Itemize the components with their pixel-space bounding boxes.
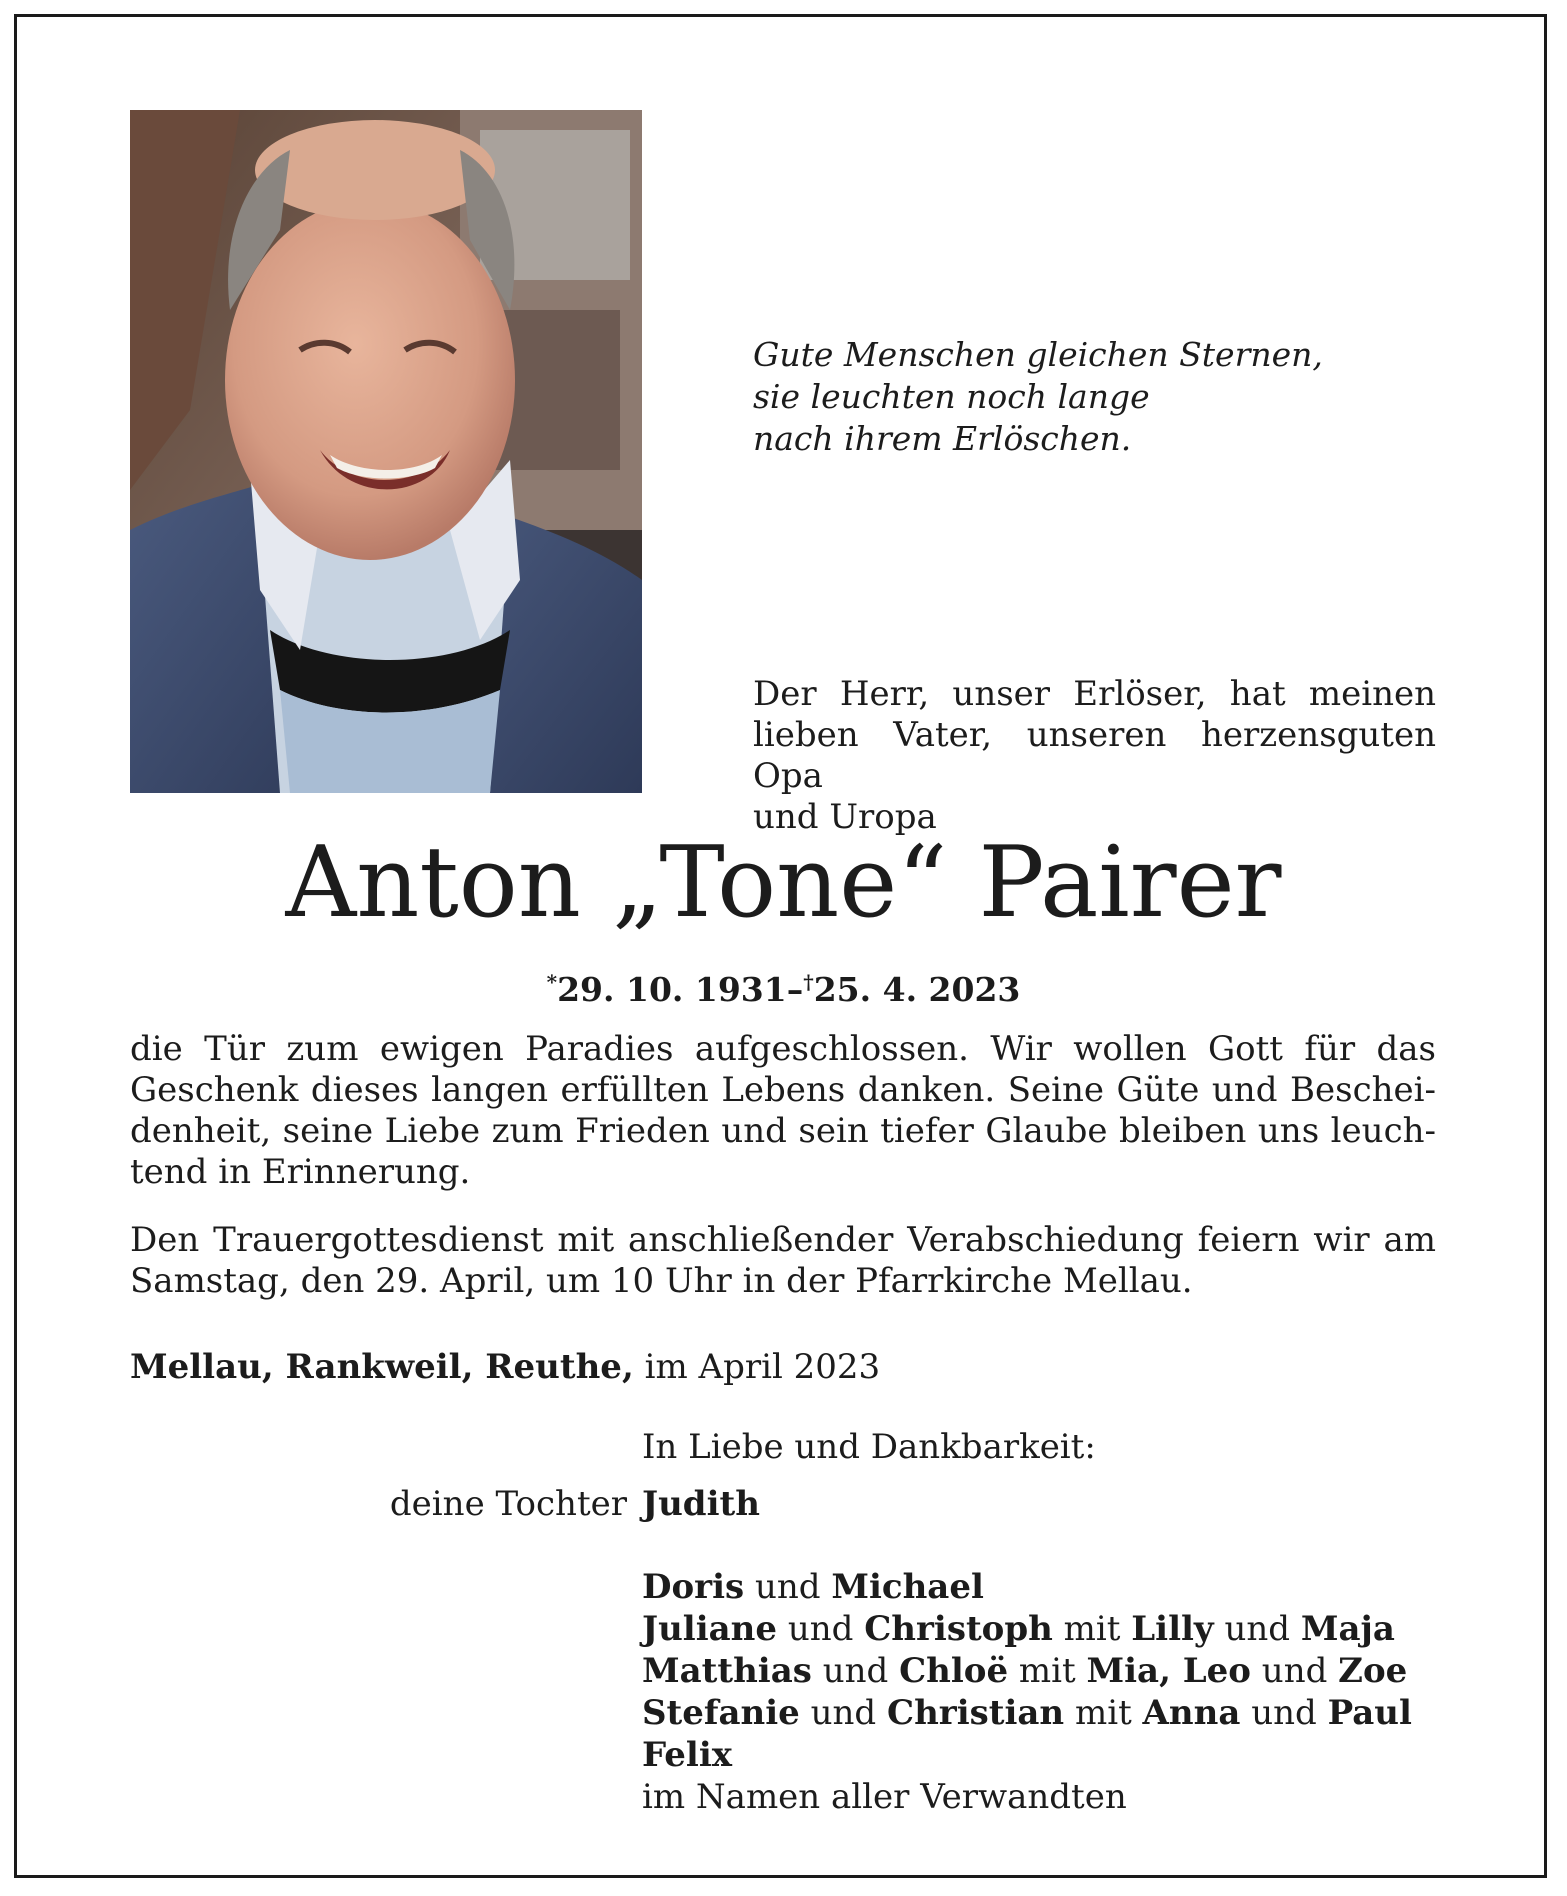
family-list	[642, 1567, 1412, 1819]
body-paragraph-2	[130, 1220, 1436, 1302]
family-line	[642, 1609, 1412, 1651]
birth-date: 29. 10. 1931	[557, 970, 787, 1009]
family-name: Chloë	[899, 1651, 1009, 1691]
family-connector: und	[799, 1693, 888, 1733]
family-name: Zoe	[1338, 1651, 1408, 1691]
body-line: die Tür zum ewigen Paradies aufgeschlossen. Wir wollen Gott für das	[130, 1029, 1436, 1069]
family-name: Christian	[887, 1693, 1065, 1733]
quote-line: nach ihrem Erlöschen.	[753, 419, 1132, 458]
body-line: Samstag, den 29. April, um 10 Uhr in der Pfarrkirche Mellau.	[130, 1261, 1193, 1301]
family-connector: und	[777, 1609, 865, 1649]
family-name: Matthias	[642, 1651, 812, 1691]
family-connector: im Namen aller Verwandten	[642, 1777, 1127, 1817]
intro-line: lieben Vater, unseren herzensguten Opa	[753, 715, 1436, 796]
place-towns: Mellau, Rankweil, Reuthe,	[130, 1347, 634, 1387]
body-line: Den Trauergottesdienst mit anschließender Verabschiedung feiern wir am	[130, 1220, 1436, 1260]
place-month: im April 2023	[644, 1347, 881, 1387]
family-line	[642, 1567, 1412, 1609]
place-date	[130, 1347, 880, 1388]
family-line	[642, 1735, 1412, 1777]
memorial-quote	[753, 334, 1323, 460]
family-line	[642, 1651, 1412, 1693]
family-line	[642, 1693, 1412, 1735]
daughter-label: deine Tochter	[389, 1484, 627, 1524]
portrait-photo	[130, 110, 642, 793]
quote-line: sie leuchten noch lange	[753, 377, 1150, 416]
family-name: Anna	[1142, 1693, 1241, 1733]
family-line	[642, 1777, 1412, 1819]
family-name: Paul	[1327, 1693, 1412, 1733]
date-separator: –	[786, 970, 804, 1009]
family-connector: mit	[1064, 1693, 1143, 1733]
body-line: denheit, seine Liebe zum Frieden und sein tiefer Glaube bleiben uns leuch-	[130, 1111, 1436, 1151]
family-connector: und	[744, 1567, 832, 1607]
quote-line: Gute Menschen gleichen Sternen,	[753, 335, 1323, 374]
family-name: Lilly	[1131, 1609, 1214, 1649]
intro-line: Der Herr, unser Erlöser, hat meinen	[753, 674, 1436, 714]
family-connector: und	[811, 1651, 900, 1691]
family-name: Doris	[642, 1567, 745, 1607]
death-date: 25. 4. 2023	[813, 970, 1021, 1009]
family-connector: mit	[1008, 1651, 1087, 1691]
family-connector: und	[1213, 1609, 1301, 1649]
intro-line: und Uropa	[753, 797, 937, 837]
intro-text	[753, 674, 1436, 838]
family-connector: mit	[1052, 1609, 1132, 1649]
life-dates	[0, 962, 1567, 1010]
death-symbol: †	[803, 970, 814, 994]
birth-symbol: *	[546, 970, 558, 994]
family-name: Stefanie	[642, 1693, 800, 1733]
body-line: Geschenk dieses langen erfüllten Lebens danken. Seine Güte und Beschei-	[130, 1070, 1436, 1110]
family-name: Michael	[831, 1567, 984, 1607]
family-name: Mia, Leo	[1086, 1651, 1251, 1691]
body-line: tend in Erinnerung.	[130, 1152, 471, 1192]
family-connector: und	[1250, 1651, 1339, 1691]
family-connector: und	[1240, 1693, 1328, 1733]
thanks-line: In Liebe und Dankbarkeit:	[642, 1427, 1096, 1467]
body-paragraph-1	[130, 1029, 1436, 1193]
family-name: Juliane	[642, 1609, 778, 1649]
family-name: Christoph	[864, 1609, 1053, 1649]
deceased-name: Anton „Tone“ Pairer	[285, 826, 1282, 940]
family-name: Felix	[642, 1735, 733, 1775]
daughter-name: Judith	[642, 1484, 760, 1524]
family-name: Maja	[1300, 1609, 1395, 1649]
